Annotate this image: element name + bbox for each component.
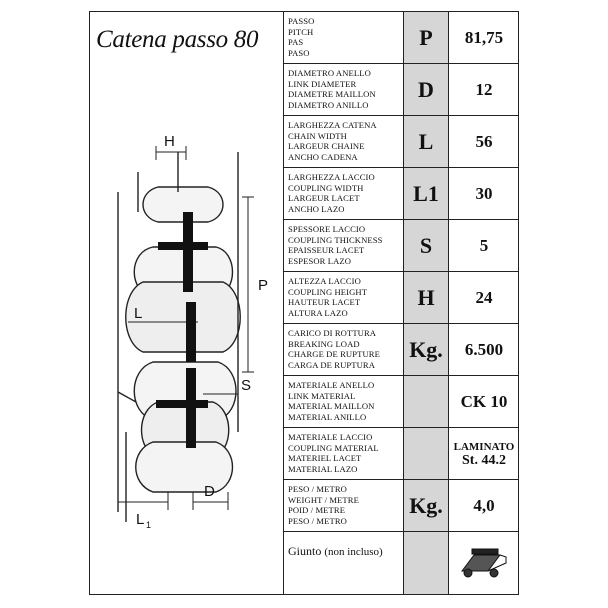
row-symbol (403, 376, 449, 427)
drawing-panel (90, 12, 284, 594)
spec-sheet (89, 11, 519, 595)
row-value: CK 10 (460, 391, 508, 411)
row-symbol: Kg. (403, 480, 449, 531)
spec-row (284, 12, 519, 64)
row-labels: LARGHEZZA LACCIO COUPLING WIDTH LARGEUR LACET ANCHO LAZO (288, 172, 375, 214)
row-symbol: L1 (403, 168, 449, 219)
coupling-link-image (449, 532, 519, 594)
spec-row (284, 376, 519, 428)
dim-label-l1: L (136, 511, 145, 528)
page-title: Catena passo 80 (96, 26, 259, 53)
dim-label-s: S (241, 377, 252, 394)
row-symbol: P (403, 12, 449, 63)
spec-row (284, 168, 519, 220)
row-value: 4,0 (473, 495, 495, 515)
row-value-line2: St. 44.2 (462, 452, 506, 468)
row-value: 5 (479, 235, 489, 255)
dim-label-p: P (258, 277, 269, 294)
dim-label-h: H (164, 133, 175, 150)
spec-row (284, 324, 519, 376)
coupling-link-icon (454, 543, 514, 583)
row-labels: DIAMETRO ANELLO LINK DIAMETER DIAMETRE MAILLON DIAMETRO ANILLO (288, 68, 376, 110)
row-symbol: S (403, 220, 449, 271)
dim-label-l1-subscript: 1 (146, 520, 152, 530)
row-symbol: D (403, 64, 449, 115)
spec-row (284, 428, 519, 480)
row-labels: MATERIALE ANELLO LINK MATERIAL MATERIAL MAILLON MATERIAL ANILLO (288, 380, 375, 422)
spec-row (284, 272, 519, 324)
dim-label-d: D (204, 483, 215, 500)
spec-row (284, 116, 519, 168)
spec-row (284, 64, 519, 116)
giunto-label: Giunto (non incluso) (288, 544, 383, 558)
spec-row (284, 480, 519, 532)
row-labels: PASSO PITCH PAS PASO (288, 16, 315, 58)
row-labels: PESO / METRO WEIGHT / METRE POID / METRE PESO / METRO (288, 484, 359, 526)
row-value: 6.500 (464, 339, 504, 359)
row-value (449, 428, 519, 479)
row-value: 30 (475, 183, 493, 203)
row-symbol: H (403, 272, 449, 323)
dim-label-l: L (134, 305, 143, 322)
row-value: 24 (475, 287, 493, 307)
row-labels: MATERIALE LACCIO COUPLING MATERIAL MATERIEL LACET MATERIAL LAZO (288, 432, 379, 474)
row-value: 12 (475, 79, 493, 99)
row-symbol-empty (403, 532, 449, 594)
row-symbol (403, 428, 449, 479)
giunto-row (284, 532, 519, 594)
row-labels: ALTEZZA LACCIO COUPLING HEIGHT HAUTEUR LACET ALTURA LAZO (288, 276, 368, 318)
row-symbol: L (403, 116, 449, 167)
row-value: 56 (475, 131, 493, 151)
spec-row (284, 220, 519, 272)
row-value-line1: LAMINATO (453, 440, 515, 453)
row-labels: LARGHEZZA CATENA CHAIN WIDTH LARGEUR CHAINE ANCHO CADENA (288, 120, 377, 162)
row-symbol: Kg. (403, 324, 449, 375)
row-labels: SPESSORE LACCIO COUPLING THICKNESS EPAISSEUR LACET ESPESOR LAZO (288, 224, 383, 266)
row-labels: CARICO DI ROTTURA BREAKING LOAD CHARGE DE RUPTURE CARGA DE RUPTURA (288, 328, 380, 370)
row-value: 81,75 (464, 27, 504, 47)
chain-technical-drawing (98, 132, 278, 532)
